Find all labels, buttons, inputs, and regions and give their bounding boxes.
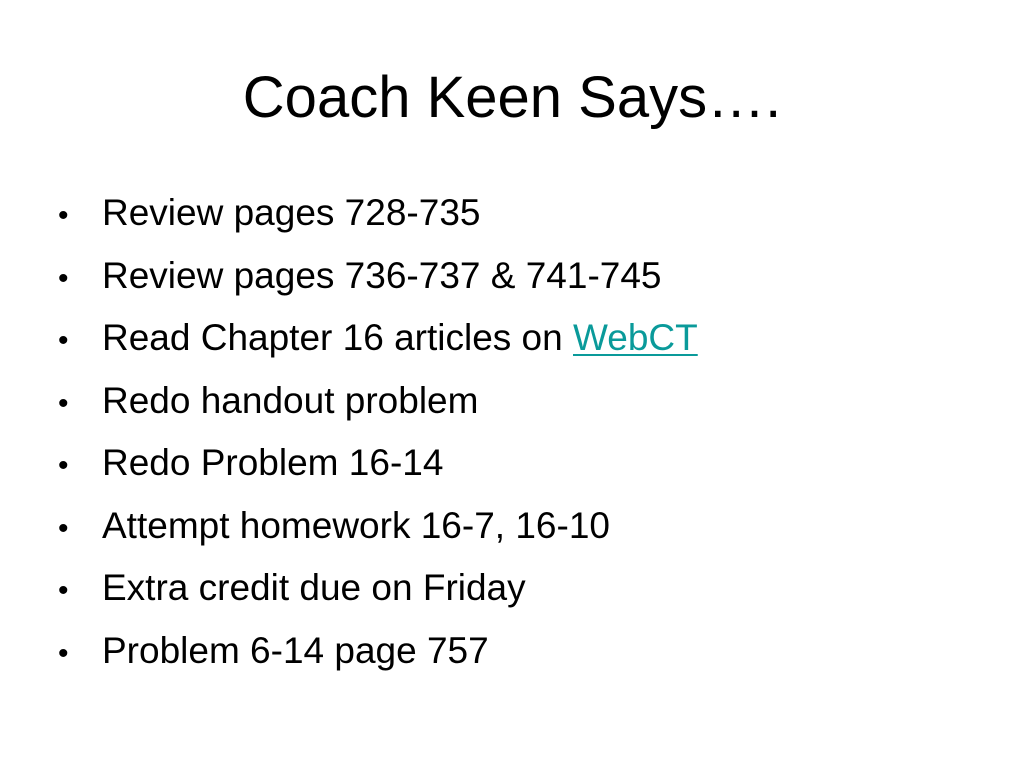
list-item-extra-credit <box>58 558 698 621</box>
bullet-icon: • <box>58 261 69 295</box>
list-item-read-chapter-16 <box>58 308 698 371</box>
list-item-redo-problem <box>58 433 698 496</box>
bullet-icon: • <box>58 449 69 482</box>
list-item-text: Attempt homework 16-7, 16-10 <box>102 504 610 546</box>
list-item-text: Read Chapter 16 articles on <box>102 317 573 358</box>
list-item-text: Extra credit due on Friday <box>102 567 526 608</box>
bullet-icon: • <box>58 511 69 545</box>
bullet-list <box>58 183 698 683</box>
slide-title: Coach Keen Says…. <box>242 65 782 130</box>
list-item-attempt-homework <box>58 496 698 559</box>
list-item-text: Review pages 728-735 <box>102 192 481 233</box>
webct-link[interactable]: WebCT <box>573 317 698 358</box>
bullet-icon: • <box>58 199 69 232</box>
bullet-icon: • <box>58 324 69 357</box>
list-item-text: Review pages 736-737 & 741-745 <box>102 254 662 296</box>
list-item-text: Redo Problem 16-14 <box>102 442 444 483</box>
list-item-review-736-745 <box>58 246 698 309</box>
bullet-icon: • <box>58 636 69 670</box>
bullet-icon: • <box>58 386 69 420</box>
list-item-review-728-735 <box>58 183 698 246</box>
list-item-problem-6-14 <box>58 621 698 684</box>
list-item-text: Problem 6-14 page 757 <box>102 629 489 671</box>
bullet-icon: • <box>58 574 69 607</box>
list-item-text: Redo handout problem <box>102 379 479 421</box>
list-item-redo-handout <box>58 371 698 434</box>
